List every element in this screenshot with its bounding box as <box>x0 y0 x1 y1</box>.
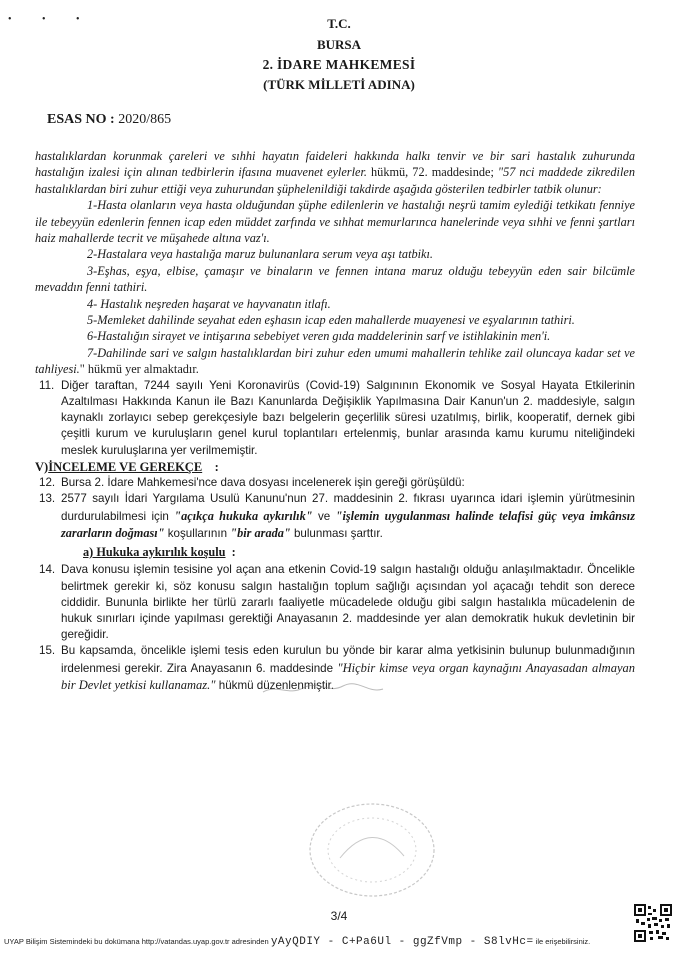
header-tc: T.C. <box>327 16 351 31</box>
list-item: 5-Memleket dahilinde seyahat eden eşhasın icap eden mahallerde muayenesi ve eşyalarının tathiri. <box>87 313 575 328</box>
emphasis-text: "bir arada" <box>230 525 291 540</box>
list-item: 2-Hastalara veya hastalığa maruz bulunanlara serum veya aşı tatbikı. <box>87 247 433 262</box>
subsection-heading <box>83 544 635 560</box>
paragraph-number: 12. <box>39 476 56 490</box>
numbered-paragraph-11 <box>35 378 635 459</box>
case-number <box>47 112 171 128</box>
header-nation: (TÜRK MİLLETİ ADINA) <box>263 77 415 92</box>
document-body <box>35 148 635 694</box>
case-number-label: ESAS NO : <box>47 112 115 127</box>
paragraph-text: bulunması şarttır. <box>290 526 383 540</box>
paragraph-number: 11. <box>39 378 55 392</box>
scan-dots: • • • <box>8 14 94 25</box>
section-title: İNCELEME VE GEREKÇE <box>48 459 203 474</box>
uyap-footer <box>4 936 590 948</box>
header-city: BURSA <box>316 37 362 52</box>
numbered-paragraph-14 <box>35 562 635 643</box>
quote-text: "57 nci maddede zikredilen hastalıklardan biri zuhur ettiği veya zuhurundan şüphelenildiği takdirde aşağıda gösterilen tedbirler tatbik olunur: <box>35 165 635 196</box>
footer-tail: ile erişebilirsiniz. <box>535 937 591 946</box>
quote-text: 7-Dahilinde sari ve salgın hastalıklardan biri zuhur eden umumi mahallerin tehlike zail oluncaya kadar set ve tahliyesi. <box>35 345 635 377</box>
list-item <box>35 345 635 378</box>
section-heading <box>35 459 635 475</box>
verification-code: yAyQDIY - C+Pa6Ul - ggZfVmp - S8lvHc= <box>270 936 534 948</box>
paragraph-text: ve <box>312 509 336 523</box>
section-colon: : <box>202 459 219 474</box>
subsection-title: a) Hukuka aykırılık koşulu <box>83 544 226 559</box>
list-item: 1-Hasta olanların veya hasta olduğundan şüphe edilenlerin ve hastalığı neşrü tamim eylediği tetkikatı fenniye ile tebeyyün edenlerin fennen icap eden müddet zarfında ve sıhhat memurlarınca hanelerinde veya sıhhi ve fenni şartları haiz mahallerde tecrit ve müşahede altına vaz'ı. <box>35 198 635 246</box>
paragraph-number: 15. <box>39 644 56 658</box>
paragraph-text: koşullarının <box>164 526 231 540</box>
paragraph-text: hükmü düzenlenmiştir. <box>215 678 335 692</box>
plain-text: " hükmü yer almaktadır. <box>79 362 199 377</box>
qr-code-icon <box>634 904 672 942</box>
emphasis-text: "açıkça hukuka aykırılık" <box>174 508 313 523</box>
court-seal-stamp <box>300 798 450 908</box>
list-item: 6-Hastalığın sirayet ve intişarına sebebiyet veren gıda maddelerinin sarf ve istihlakinin men'i. <box>87 329 551 344</box>
paragraph-continued <box>35 148 635 197</box>
paragraph-number: 14. <box>39 563 56 577</box>
quote-text: "Hiçbir kimse veya organ kaynağını Anayasadan almayan bir Devlet yetkisi kullanamaz." <box>61 660 635 692</box>
header-court: 2. İDARE MAHKEMESİ <box>262 57 416 72</box>
list-item: 3-Eşhas, eşya, elbise, çamaşır ve binaların ve fennen intana maruz olduğu tebeyyün eden sair bilcümle mevaddın fenni tathiri. <box>35 263 635 295</box>
emphasis-text: "işlemin uygulanması halinde telafisi güç veya imkânsız zararların doğması" <box>61 508 636 540</box>
quote-text: hastalıklardan korunmak çareleri ve sıhhi hayatın faideleri hakkında halkı tenvir ve bir sari hastalık zuhurunda hastalığın izalesi için alınan tedbirlerin ifasına muavenet eylerler. <box>35 149 635 180</box>
paragraph-text: 2577 sayılı İdari Yargılama Usulü Kanunu'nun 27. maddesinin 2. fıkrası uyarınca idari işlemin yürütmesinin durdurulabilmesi için <box>61 492 635 523</box>
section-prefix: V) <box>35 459 49 474</box>
paragraph-number: 13. <box>39 492 56 506</box>
paragraph-text: Diğer taraftan, 7244 sayılı Yeni Koronavirüs (Covid-19) Salgınının Ekonomik ve Sosyal Hayata Etkilerinin Azaltılması Hakkında Kanun ile Bazı Kanunlarda Değişiklik Yapılmasına Dair Kanun'un 2. maddesiyle, salgın kaynaklı zorlayıcı sebep gerekçesiyle bazı belgelerin geçerlilik süresi uzatılmış, birlik, kooperatif, dernek gibi çeşitli kurum ve kuruluşların genel kurul toplantıları ertelenmiş, bunlar arasında kamu kurumu niteliğindeki meslek kuruluşlarına yer verilmemiştir. <box>61 378 635 457</box>
paragraph-text: Dava konusu işlemin tesisine yol açan ana etkenin Covid-19 salgın hastalığı olduğu anlaşılmaktadır. Öncelikle belirtmek gerekir ki, söz konusu salgın hastalığın toplum sağlığı açısından yol açacağı tehdit son derece ciddidir. Bununla birlikte her türlü zararlı faaliyetle mücadelede olduğu gibi salgın hastalıkla mücadelenin de hukuk sınırları içinde yapılması gerektiği Anayasanın 2. maddesinde yer alan demokratik hukuk devletinin bir gereğidir. <box>61 563 635 642</box>
subsection-colon: : <box>225 544 236 559</box>
ink-scribble <box>258 680 388 700</box>
list-item: 4- Hastalık neşreden haşarat ve hayvanatın itlafı. <box>87 296 331 311</box>
page-number: 3/4 <box>330 909 348 923</box>
plain-text: hükmü, 72. maddesinde; <box>366 165 498 180</box>
numbered-paragraph-12 <box>35 475 635 491</box>
paragraph-text: Bursa 2. İdare Mahkemesi'nce dava dosyası incelenerek işin gereği görüşüldü: <box>61 476 465 490</box>
numbered-paragraph-13 <box>35 491 635 542</box>
footer-text: UYAP Bilişim Sistemindeki bu dokümana http://vatandas.uyap.gov.tr adresinden <box>4 937 269 946</box>
paragraph-text: Bu kapsamda, öncelikle işlemi tesis eden kurulun bu yönde bir karar alma yetkisinin bulunup bulunmadığının irdelenmesi gerekir. Zira Anayasanın 6. maddesinde <box>61 644 635 675</box>
case-number-value: 2020/865 <box>118 112 172 127</box>
